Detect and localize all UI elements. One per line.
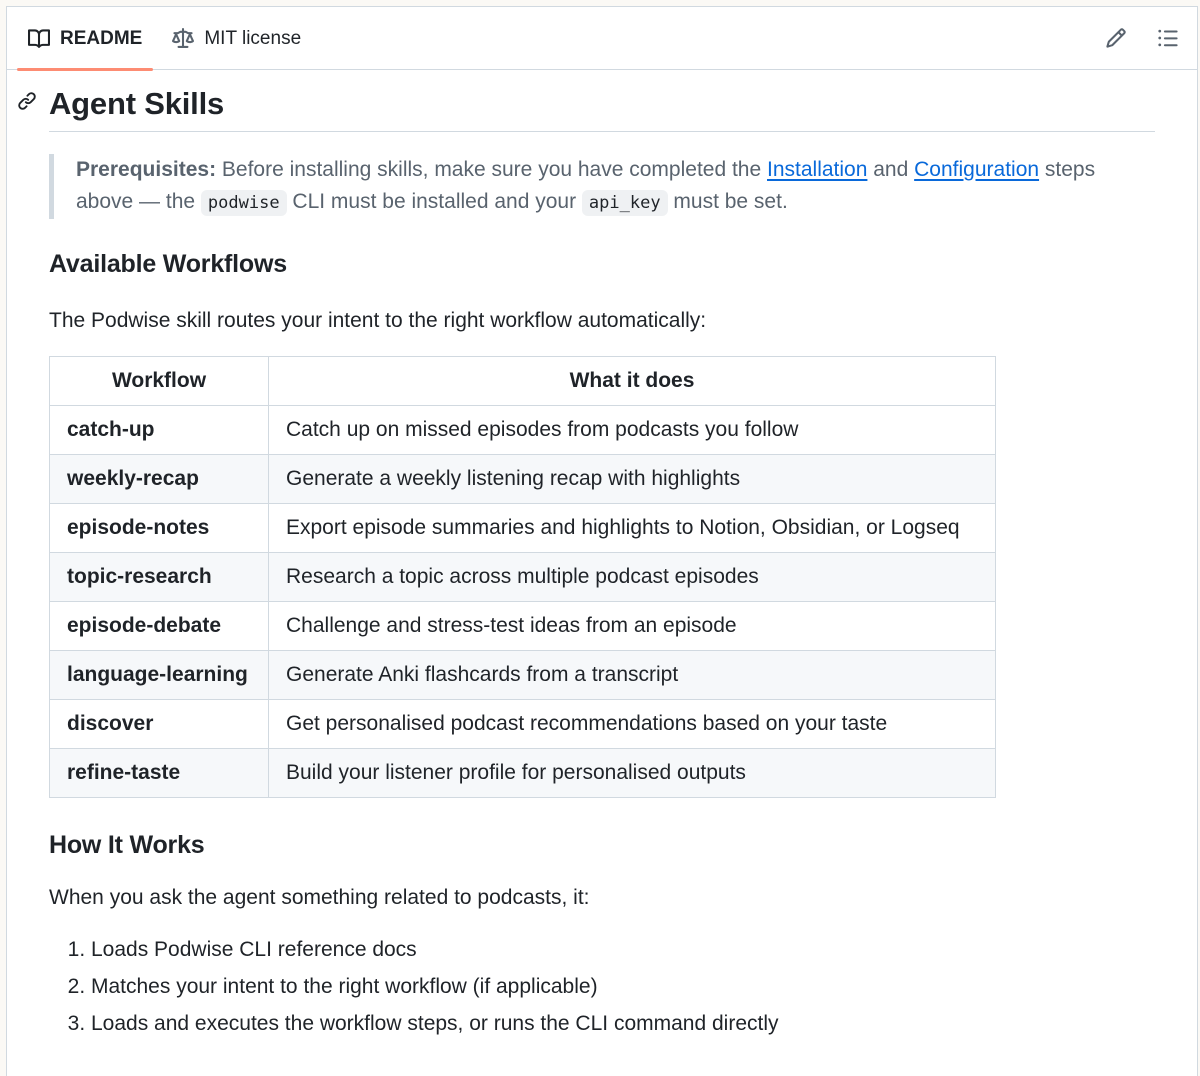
workflow-description: Build your listener profile for personalised outputs: [269, 749, 996, 798]
workflow-name: language-learning: [50, 651, 269, 700]
page-title: Agent Skills: [49, 71, 1155, 132]
workflow-description: Generate Anki flashcards from a transcript: [269, 651, 996, 700]
column-header-description: What it does: [269, 357, 996, 406]
workflows-table: [49, 356, 996, 798]
workflow-description: Generate a weekly listening recap with highlights: [269, 455, 996, 504]
readme-tabbar: [7, 7, 1197, 70]
workflow-name: topic-research: [50, 553, 269, 602]
section-heading-workflows: Available Workflows: [49, 250, 287, 278]
table-row: [50, 749, 996, 798]
readme-panel: [6, 6, 1198, 1076]
tab-license-label: MIT license: [204, 27, 302, 49]
column-header-workflow: Workflow: [50, 357, 269, 406]
workflow-name: episode-notes: [50, 504, 269, 553]
table-row: [50, 406, 996, 455]
prerequisites-note: [49, 154, 1155, 219]
readme-content: [7, 71, 1197, 1047]
book-icon: [28, 28, 50, 50]
prereq-label: Prerequisites:: [76, 158, 217, 181]
table-row: [50, 651, 996, 700]
workflow-description: Export episode summaries and highlights to Notion, Obsidian, or Logseq: [269, 504, 996, 553]
table-header-row: [50, 357, 996, 406]
list-item: 3. Loads and executes the workflow steps, or runs the CLI command directly: [91, 1010, 1155, 1038]
table-row: [50, 700, 996, 749]
pencil-icon[interactable]: [1105, 27, 1129, 51]
workflow-description: Catch up on missed episodes from podcasts you follow: [269, 406, 996, 455]
link-icon[interactable]: [17, 91, 37, 111]
workflows-intro: The Podwise skill routes your intent to the right workflow automatically:: [49, 309, 707, 332]
inline-code-api-key: api_key: [582, 190, 668, 216]
list-icon[interactable]: [1157, 27, 1181, 51]
steps-list: [49, 936, 1155, 1038]
prereq-text: steps above — the: [76, 158, 1096, 213]
prereq-text: CLI must be installed and your: [286, 190, 582, 213]
workflow-name: episode-debate: [50, 602, 269, 651]
tab-readme[interactable]: [17, 7, 153, 70]
prereq-text: must be set.: [667, 190, 788, 213]
inline-code-podwise: podwise: [201, 190, 287, 216]
tab-readme-label: README: [60, 27, 143, 49]
tab-license[interactable]: [161, 7, 312, 70]
list-item: 2. Matches your intent to the right workflow (if applicable): [91, 973, 1155, 1001]
configuration-link[interactable]: Configuration: [914, 158, 1040, 181]
prereq-text: Before installing skills, make sure you have completed the: [216, 158, 768, 181]
workflow-name: catch-up: [50, 406, 269, 455]
table-row: [50, 602, 996, 651]
scale-icon: [172, 28, 194, 50]
table-row: [50, 553, 996, 602]
workflow-name: discover: [50, 700, 269, 749]
workflow-name: weekly-recap: [50, 455, 269, 504]
installation-link[interactable]: Installation: [767, 158, 868, 181]
workflow-name: refine-taste: [50, 749, 269, 798]
table-row: [50, 504, 996, 553]
section-heading-how-it-works: How It Works: [49, 831, 205, 859]
table-row: [50, 455, 996, 504]
workflow-description: Research a topic across multiple podcast episodes: [269, 553, 996, 602]
workflow-description: Challenge and stress-test ideas from an episode: [269, 602, 996, 651]
prereq-text: and: [867, 158, 915, 181]
list-item: 1. Loads Podwise CLI reference docs: [91, 936, 1155, 964]
workflow-description: Get personalised podcast recommendations based on your taste: [269, 700, 996, 749]
how-it-works-intro: When you ask the agent something related to podcasts, it:: [49, 886, 590, 909]
